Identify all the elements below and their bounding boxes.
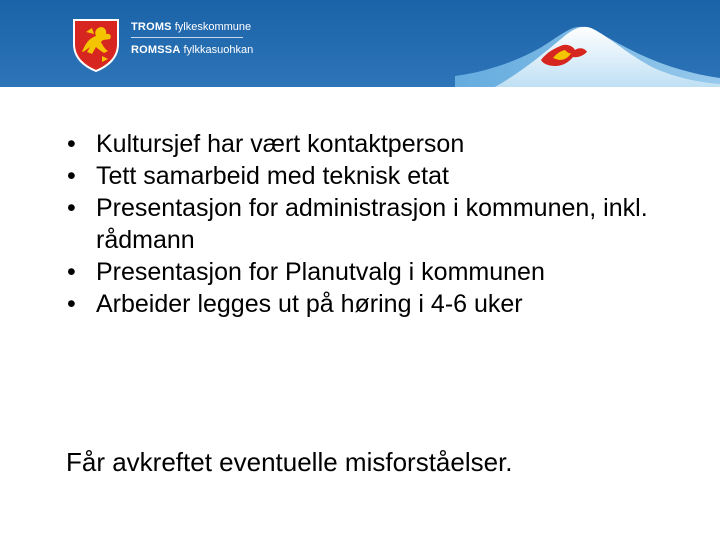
bullet-marker: • — [67, 194, 76, 222]
bullet-marker: • — [67, 162, 76, 190]
bullet-marker: • — [67, 130, 76, 158]
bullet-item — [66, 256, 706, 288]
bullet-text: Kultursjef har vært kontaktperson — [96, 130, 465, 158]
bullet-item — [66, 288, 706, 320]
bullet-item — [66, 192, 706, 256]
org-name-1-rest: fylkeskommune — [174, 20, 252, 33]
bullet-list — [66, 128, 706, 320]
org-name-1-strong: TROMS — [131, 20, 172, 33]
bullet-text: Arbeider legges ut på høring i 4-6 uker — [96, 290, 523, 318]
bullet-marker: • — [67, 290, 76, 318]
bullet-item — [66, 128, 706, 160]
closing-statement: Får avkreftet eventuelle misforståelser. — [66, 447, 513, 477]
org-name-2-rest: fylkkasuohkan — [183, 43, 254, 56]
bullet-item — [66, 160, 706, 192]
bullet-text: Tett samarbeid med teknisk etat — [96, 162, 449, 190]
bullet-text: Presentasjon for Planutvalg i kommunen — [96, 258, 545, 286]
org-name-2-strong: ROMSSA — [131, 43, 181, 56]
bullet-text: Presentasjon for administrasjon i kommunen, inkl. rådmann — [96, 194, 648, 254]
bullet-marker: • — [67, 258, 76, 286]
